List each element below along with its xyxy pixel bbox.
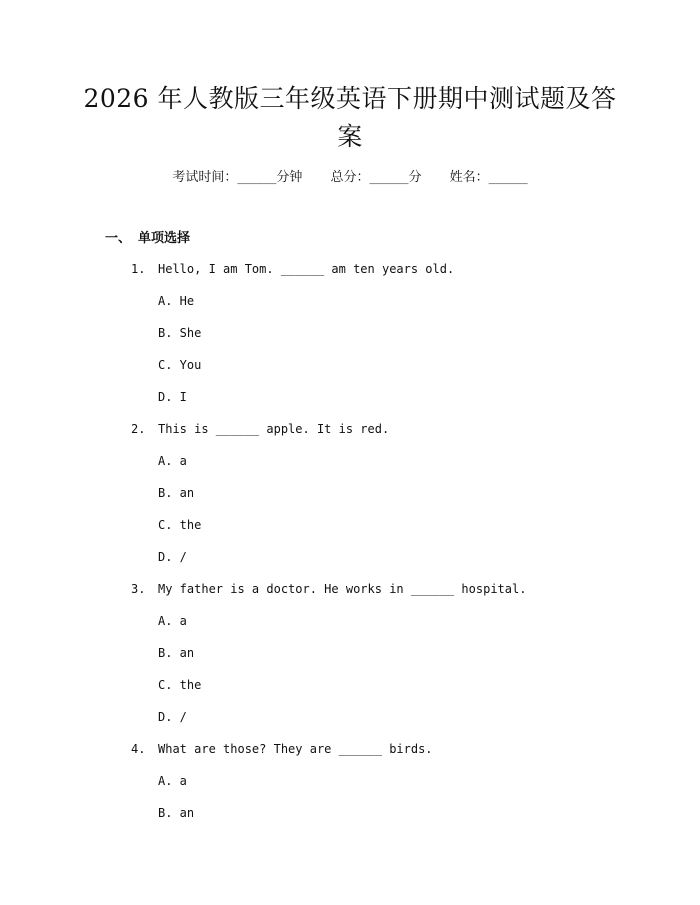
question-3-option-d: [0, 706, 700, 738]
option-text: D. I: [158, 390, 187, 404]
section-heading: [105, 229, 190, 249]
question-number: 3.: [131, 582, 146, 596]
exam-info-row: [0, 168, 700, 188]
question-number: 1.: [131, 262, 146, 276]
question-4-option-a: [0, 770, 700, 802]
option-text: D. /: [158, 710, 187, 724]
question-3-option-a: [0, 610, 700, 642]
question-1-option-c: [0, 354, 700, 386]
question-3: [0, 578, 700, 610]
option-text: B. an: [158, 486, 195, 500]
option-text: C. You: [158, 358, 202, 372]
question-4: [0, 738, 700, 770]
question-number: 2.: [131, 422, 146, 436]
question-text: My father is a doctor. He works in ______ hospital.: [158, 582, 527, 596]
option-text: A. a: [158, 454, 187, 468]
question-2-option-c: [0, 514, 700, 546]
question-2: [0, 418, 700, 450]
option-text: A. He: [158, 294, 195, 308]
option-text: B. an: [158, 646, 195, 660]
question-2-option-b: [0, 482, 700, 514]
question-3-option-c: [0, 674, 700, 706]
question-1-option-b: [0, 322, 700, 354]
name-field: 姓名：______: [449, 170, 528, 185]
exam-time-field: 考试时间：______分钟: [172, 170, 303, 185]
question-2-option-d: [0, 546, 700, 578]
question-list: [0, 258, 700, 834]
question-3-option-b: [0, 642, 700, 674]
option-text: B. an: [158, 806, 195, 820]
question-text: What are those? They are ______ birds.: [158, 742, 433, 756]
option-text: A. a: [158, 614, 187, 628]
section-title: 单项选择: [138, 231, 191, 246]
question-4-option-b: [0, 802, 700, 834]
section-number: 一、: [105, 231, 132, 246]
question-1-option-a: [0, 290, 700, 322]
question-1: [0, 258, 700, 290]
question-text: This is ______ apple. It is red.: [158, 422, 390, 436]
option-text: D. /: [158, 550, 187, 564]
question-2-option-a: [0, 450, 700, 482]
option-text: A. a: [158, 774, 187, 788]
option-text: C. the: [158, 518, 202, 532]
question-text: Hello, I am Tom. ______ am ten years old.: [158, 262, 455, 276]
question-1-option-d: [0, 386, 700, 418]
question-number: 4.: [131, 742, 146, 756]
total-score-field: 总分：______分: [330, 170, 422, 185]
option-text: C. the: [158, 678, 202, 692]
option-text: B. She: [158, 326, 202, 340]
page-title: 2026 年人教版三年级英语下册期中测试题及答案: [83, 84, 617, 151]
